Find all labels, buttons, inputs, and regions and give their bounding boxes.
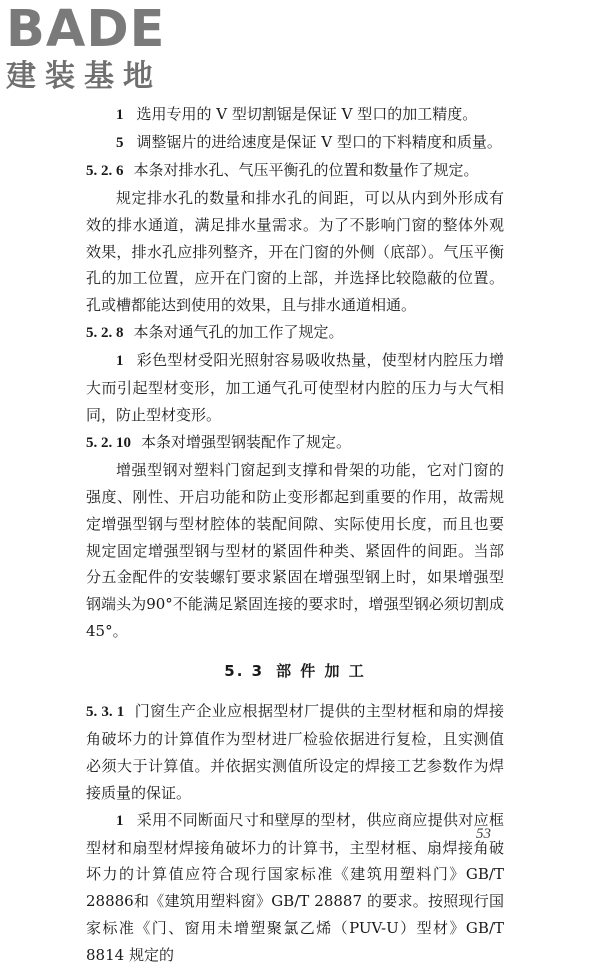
item-number: 1	[116, 353, 124, 370]
item-number: 5	[116, 134, 124, 151]
document-body	[86, 101, 504, 969]
section-number: 5. 3	[224, 662, 265, 681]
item-text: 彩色型材受阳光照射容易吸收热量，使型材内腔压力增大而引起型材变形，加工通气孔可使型材内腔的压力与大气相同，防止型材变形。	[86, 351, 504, 424]
item-number: 1	[116, 107, 124, 123]
clause-number: 5. 2. 10	[86, 434, 131, 451]
body-paragraph: 增强型钢对塑料门窗起到支撑和骨架的功能，它对门窗的强度、刚性、开启功能和防止变形都起到重要的作用，故需规定增强型钢与型材腔体的装配间隙、实际使用长度，而且也要规定固定增强型钢与型材的紧固件种类、紧固件的间距。当部分五金配件的安装螺钉要求紧固在增强型钢上时，如果增强型钢端头为90°不能满足紧固连接的要求时，增强型钢必须切割成 45°。	[86, 460, 504, 641]
clause-heading	[86, 429, 504, 457]
item-paragraph	[86, 807, 504, 969]
item-text: 调整锯片的进给速度是保证 V 型口的下料精度和质量。	[136, 132, 502, 151]
clause-paragraph	[86, 698, 504, 807]
body-paragraph: 规定排水孔的数量和排水孔的间距，可以从内到外形成有效的排水通道，满足排水量需求。为了不影响门窗的整体外观效果，排水孔应排列整齐，开在门窗的外侧（底部）。气压平衡孔的加工位置，应开在门窗的上部，并选择比较隐蔽的位置。孔或槽都能达到使用的效果，且与排水通道相通。	[86, 188, 504, 315]
item-paragraph	[86, 101, 504, 129]
clause-heading	[86, 319, 504, 347]
clause-text: 门窗生产企业应根据型材厂提供的主型材框和扇的焊接角破坏力的计算值作为型材进厂检验依据进行复检，且实测值必须大于计算值。并依据实测值所设定的焊接工艺参数作为焊接质量的保证。	[86, 702, 504, 802]
section-title: 部 件 加 工	[276, 662, 366, 681]
clause-heading	[86, 157, 504, 185]
clause-number: 5. 3. 1	[86, 704, 125, 721]
clause-text: 本条对通气孔的加工作了规定。	[133, 323, 344, 342]
section-heading	[86, 658, 504, 685]
clause-text: 本条对排水孔、气压平衡孔的位置和数量作了规定。	[133, 160, 479, 179]
logo-tagline: 建装基地	[6, 59, 162, 94]
clause-text: 本条对增强型钢装配作了规定。	[141, 432, 352, 451]
item-paragraph	[86, 347, 504, 429]
clause-number: 5. 2. 6	[86, 162, 124, 179]
clause-number: 5. 2. 8	[86, 325, 124, 342]
item-text: 选用专用的 V 型切割锯是保证 V 型口的加工精度。	[136, 105, 478, 123]
item-text: 采用不同断面尺寸和壁厚的型材，供应商应提供对应框型材和扇型材焊接角破坏力的计算书，主型材框、扇焊接角破坏力的计算值应符合现行国家标准《建筑用塑料门》GB/T 28886和《建筑用塑料窗》GB/T 28887 的要求。按照现行国家标准《门、窗用未增塑聚氯乙烯（PUV-U）型材》GB/T 8814 规定的	[86, 810, 504, 965]
bade-logo	[6, 0, 176, 96]
logo-wordmark: BADE	[6, 0, 166, 59]
item-paragraph	[86, 129, 504, 157]
item-number: 1	[116, 812, 124, 829]
page-number: 53	[476, 826, 491, 842]
